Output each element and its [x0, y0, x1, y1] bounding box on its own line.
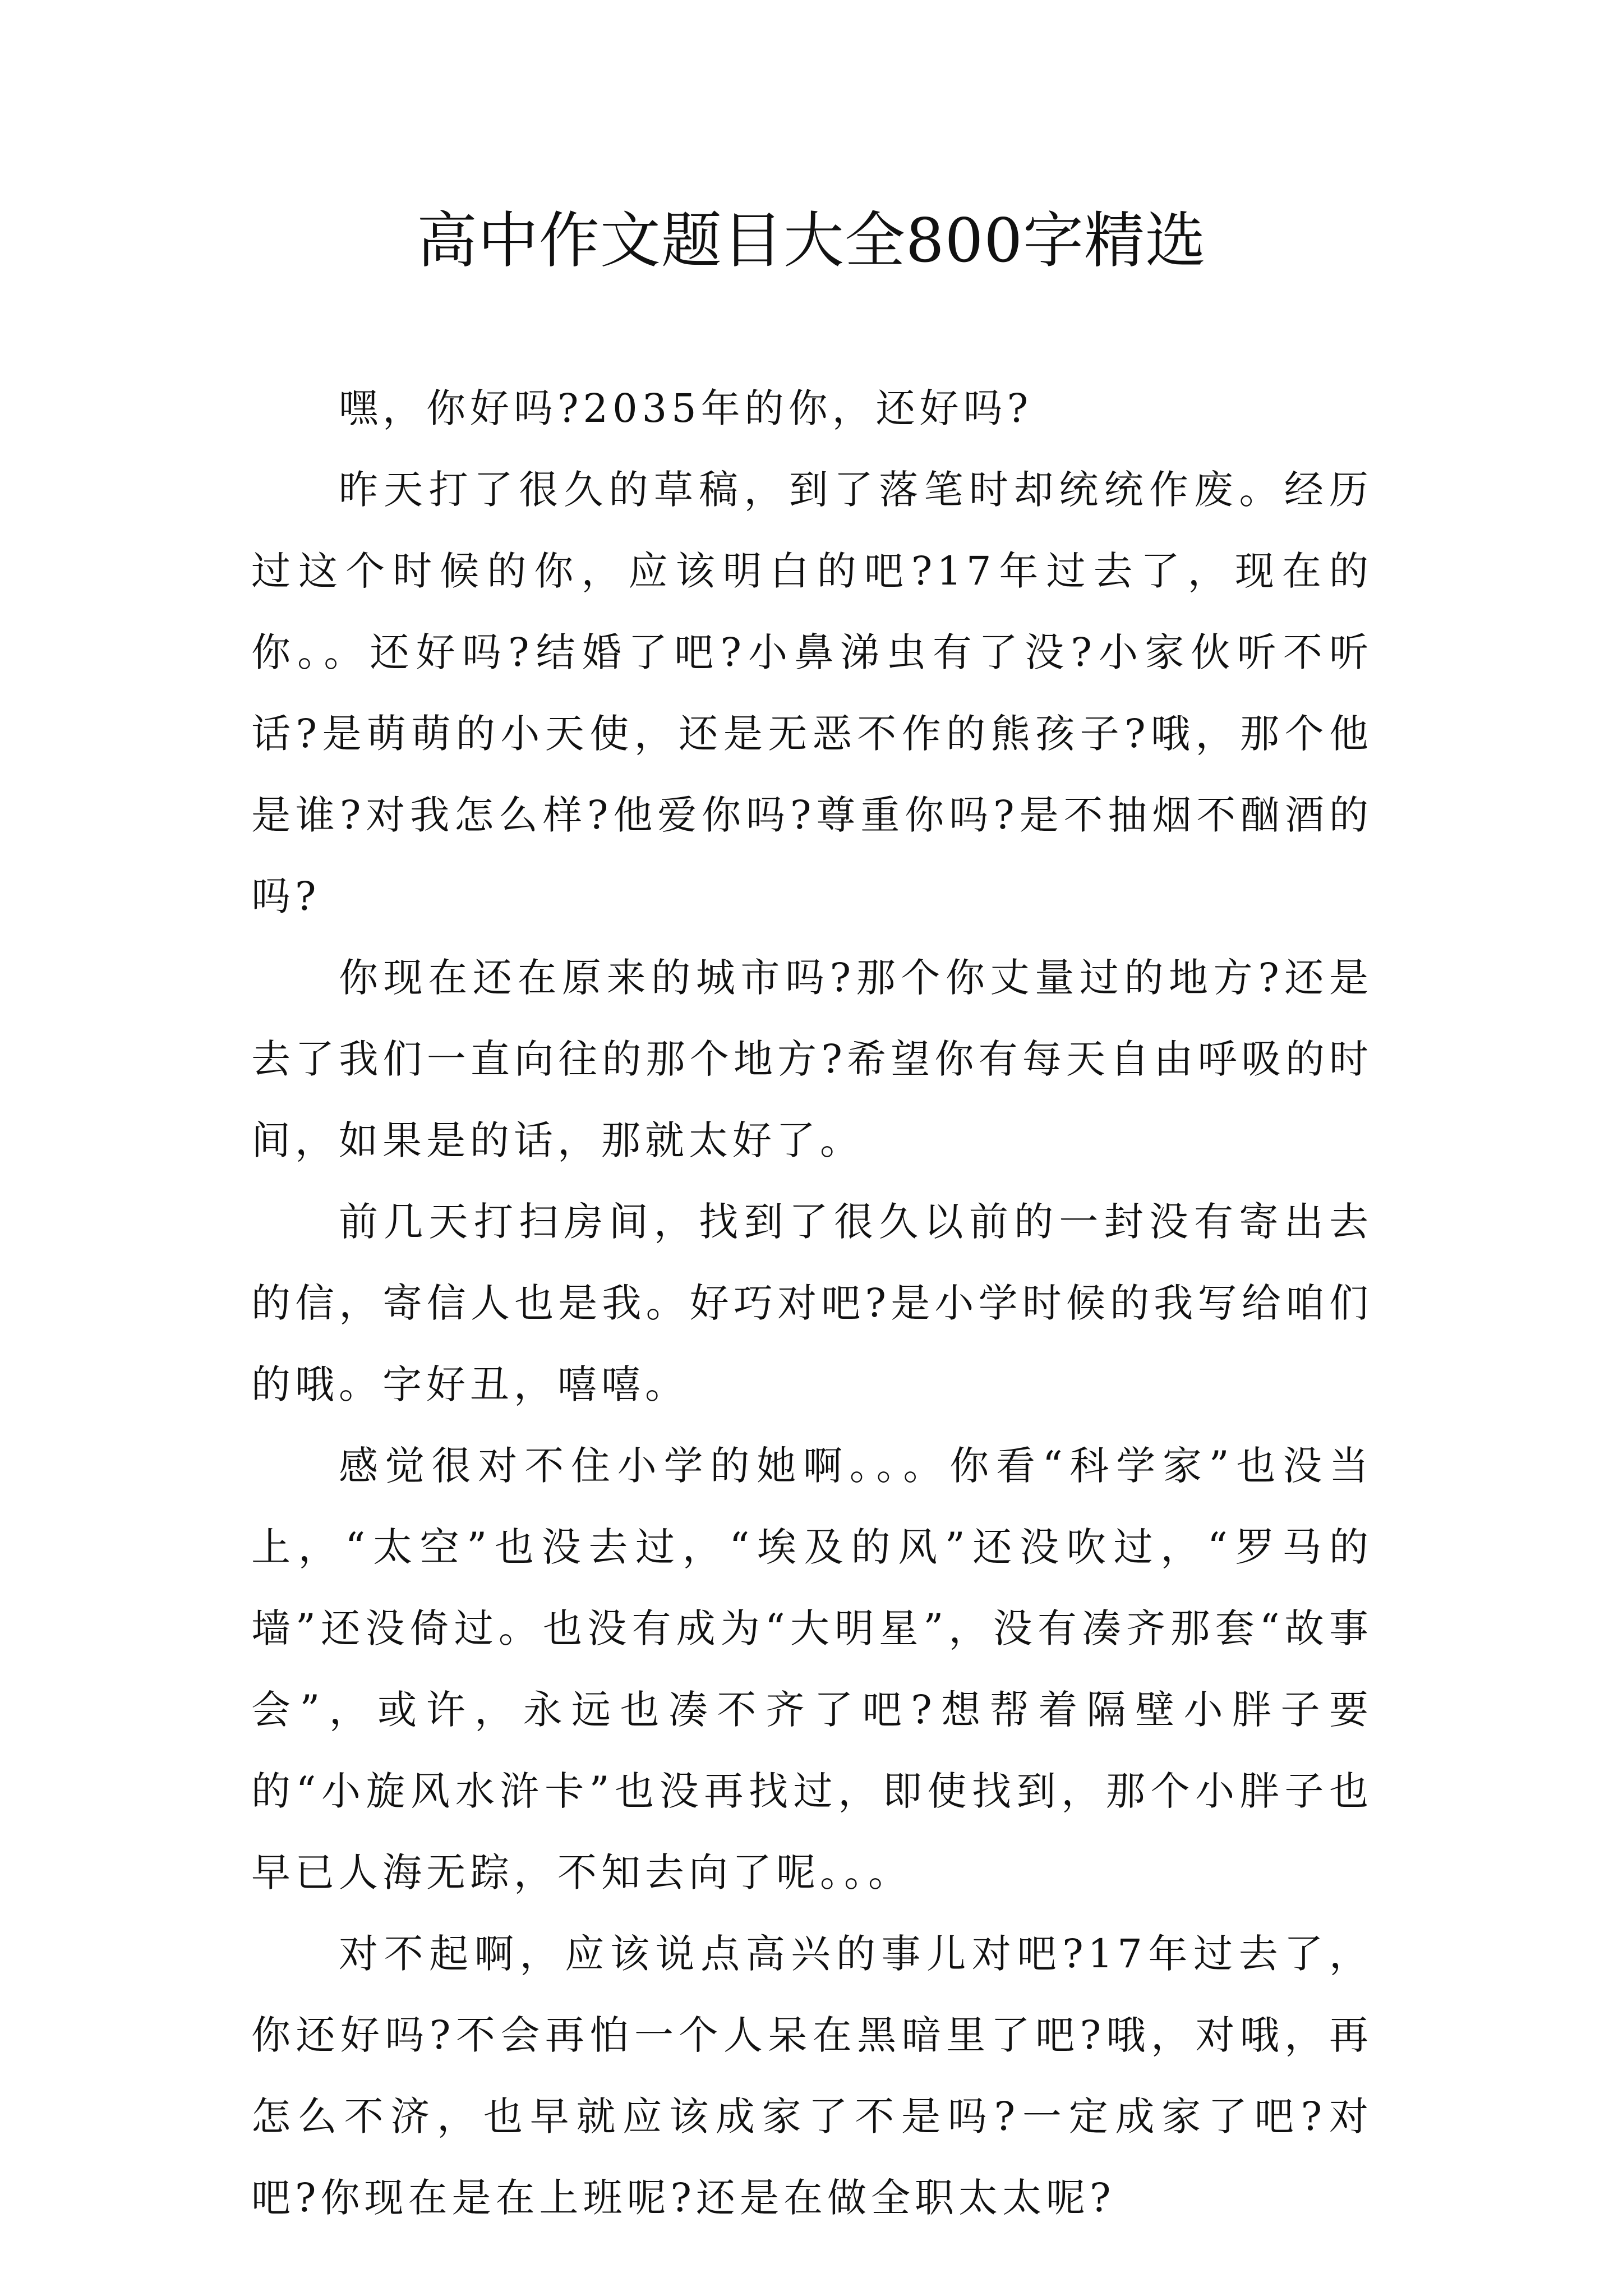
paragraph: 你现在还在原来的城市吗?那个你丈量过的地方?还是去了我们一直向往的那个地方?希望你有每天自由呼吸的时间，如果是的话，那就太好了。 — [251, 955, 1373, 1163]
paragraph: 嘿，你好吗?2035年的你，还好吗? — [339, 385, 1033, 431]
paragraph: 感觉很对不住小学的她啊。。。你看“科学家”也没当上，“太空”也没去过，“埃及的风”还没吹过，“罗马的墙”还没倚过。也没有成为“大明星”，没有凑齐那套“故事会”，或许，永远也凑不齐了吧?想帮着隔壁小胖子要的“小旋风水浒卡”也没再找过，即使找到，那个小胖子也早已人海无踪，不知去向了呢。。。 — [251, 1443, 1373, 1895]
paragraph: 前几天打扫房间，找到了很久以前的一封没有寄出去的信，寄信人也是我。好巧对吧?是小学时候的我写给咱们的哦。字好丑，嘻嘻。 — [251, 1199, 1373, 1407]
document-title: 高中作文题目大全800字精选 — [416, 206, 1207, 276]
document-body — [251, 368, 1373, 2239]
paragraph: 对不起啊，应该说点高兴的事儿对吧?17年过去了，你还好吗?不会再怕一个人呆在黑暗里了吧?哦，对哦，再怎么不济，也早就应该成家了不是吗?一定成家了吧?对吧?你现在是在上班呢?还是在做全职太太呢? — [251, 1931, 1373, 2221]
paragraph: 昨天打了很久的草稿，到了落笔时却统统作废。经历过这个时候的你，应该明白的吧?17年过去了，现在的你。。还好吗?结婚了吧?小鼻涕虫有了没?小家伙听不听话?是萌萌的小天使，还是无恶不作的熊孩子?哦，那个他是谁?对我怎么样?他爱你吗?尊重你吗?是不抽烟不酗酒的吗? — [251, 467, 1373, 919]
